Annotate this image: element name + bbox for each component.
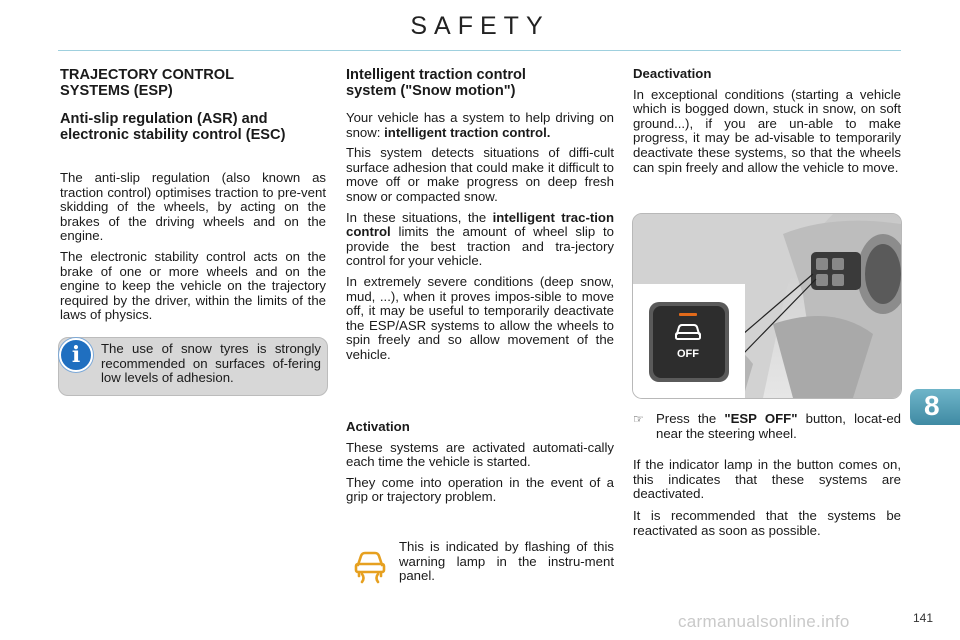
paragraph-activation-auto: These systems are activated automati-cally each time the vehicle is started. [346,439,614,470]
paragraph-indicator-lamp: If the indicator lamp in the button comes on, this indicates that these systems are deactivated. [633,457,901,502]
column-deactivation [633,67,901,181]
header-divider [58,50,901,51]
text-fragment: In these situations, the [346,209,493,225]
text-fragment: Your vehicle has a system to help driving on snow: [346,110,614,140]
page-title: SAFETY [410,12,550,40]
column-snow-motion [346,68,614,369]
column-esp [60,68,326,329]
paragraph-snow-severe: In extremely severe conditions (deep snow, mud, ...), when it proves impos-sible to move off, it may be useful to temporarily deactivate the ESP/ASR systems to allow the wheels to spin freely and so allow movement of the vehicle. [346,273,614,362]
paragraph-snow-intro [346,111,614,140]
pointing-hand-icon: ☞ [633,412,644,426]
heading-deactivation: Deactivation [633,66,712,81]
text-fragment: limits the amount of wheel slip to provide the best traction and tra-jectory control for your vehicle. [346,224,614,269]
paragraph-activation-event: They come into operation in the event of a grip or trajectory problem. [346,474,614,505]
watermark: carmanualsonline.info [678,612,850,631]
info-icon: i [59,338,93,372]
paragraph-esc: The electronic stability control acts on the brake of one or more wheels and on the engine to keep the vehicle on the trajectory required by the driver, within the limits of the laws of physics. [60,248,326,323]
warning-lamp-text: This is indicated by flashing of this warning lamp in the instru-ment panel. [399,539,614,584]
text-bold-fragment: intelligent trac-tion control [346,209,615,240]
heading-snow-motion: Intelligent traction control system ("Snow motion") [346,67,526,99]
paragraph-deactivation: In exceptional conditions (starting a vehicle which is bogged down, stuck in snow, on soft ground...), if you are un-able to make progress, it may be ad-visable to temporarily deactivate these systems, so that the wheels can spin freely and allow the vehicle to move. [633,86,901,175]
heading-activation: Activation [346,419,410,434]
page-number: 141 [913,611,934,625]
section-activation [346,420,614,511]
text-bold-fragment: "ESP OFF" [724,411,798,426]
esp-warning-lamp-icon [350,545,390,585]
heading-trajectory-control: TRAJECTORY CONTROL SYSTEMS (ESP) [60,67,234,99]
paragraph-snow-detects: This system detects situations of diffi-cult surface adhesion that could make it difficult to move off or make progress on deep fresh snow or compacted snow. [346,145,614,204]
paragraph-reactivate: It is recommended that the systems be reactivated as soon as possible. [633,508,901,538]
text-bold-fragment: intelligent traction control. [384,124,551,140]
press-text [656,412,901,441]
text-fragment: Press the [656,411,725,426]
heading-asr-esc: Anti-slip regulation (ASR) and electronic stability control (ESC) [60,111,286,143]
text-fragment: button, locat-ed near the steering wheel. [656,411,902,441]
dashboard-drawing [633,214,901,398]
chapter-tab [910,389,960,425]
paragraph-snow-limits [346,211,614,269]
chapter-number: 8 [924,390,940,421]
paragraph-asr: The anti-slip regulation (also known as traction control) optimises traction to pre-vent skidding of the wheels, by acting on the brakes of the driving wheels and on the engine. [60,170,326,244]
dashboard-illustration [632,213,902,399]
esp-off-button-label: OFF [677,348,699,360]
info-text: The use of snow tyres is strongly recommended on surfaces of-fering low levels of adhesion. [101,341,321,386]
